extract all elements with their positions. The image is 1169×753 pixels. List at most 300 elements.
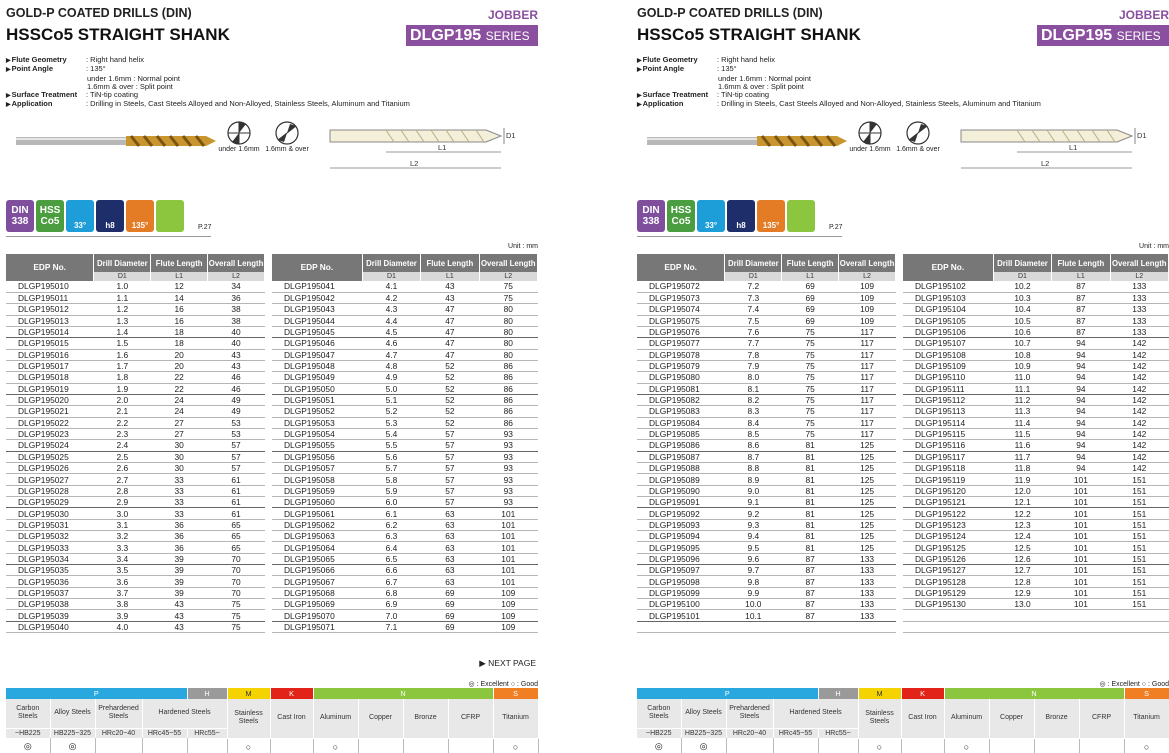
col-header-overall: Overall Length [479, 254, 537, 272]
overall-length-cell: 151 [1110, 553, 1168, 564]
table-row [637, 587, 896, 598]
edp-cell: DLGP195017 [6, 360, 94, 371]
table-row [6, 338, 265, 349]
flute-length-cell: 81 [782, 474, 839, 485]
edp-cell: DLGP195107 [903, 338, 993, 349]
table-row [637, 360, 896, 371]
overall-length-cell: 80 [479, 315, 537, 326]
flute-length-cell: 43 [421, 281, 479, 292]
table-row [6, 599, 265, 610]
flute-length-cell: 22 [151, 372, 208, 383]
flute-length-cell: 22 [151, 383, 208, 394]
split-point-icon [274, 120, 300, 146]
overall-length-cell: 142 [1110, 372, 1168, 383]
overall-length-cell: 34 [208, 281, 265, 292]
overall-length-cell: 125 [839, 519, 896, 530]
diameter-cell: 6.1 [362, 508, 420, 519]
table-row [272, 440, 538, 451]
spec-label: ▶ Flute Geometry [6, 56, 86, 65]
flute-length-cell: 69 [421, 599, 479, 610]
surface-icon [156, 200, 184, 232]
edp-cell: DLGP195019 [6, 383, 94, 394]
flute-length-cell: 94 [1052, 440, 1110, 451]
point-angle-icon: 135° [126, 200, 154, 232]
overall-length-cell: 101 [479, 531, 537, 542]
edp-cell: DLGP195038 [6, 599, 94, 610]
overall-length-cell: 117 [839, 428, 896, 439]
product-table [637, 254, 896, 633]
overall-length-cell: 75 [208, 599, 265, 610]
diameter-cell: 5.8 [362, 474, 420, 485]
edp-cell: DLGP195118 [903, 463, 993, 474]
flute-length-cell: 36 [151, 542, 208, 553]
overall-length-cell: 125 [839, 440, 896, 451]
product-title: HSSCo5 STRAIGHT SHANK [6, 25, 230, 44]
table-row [6, 621, 265, 632]
edp-cell: DLGP195112 [903, 394, 993, 405]
edp-cell: DLGP195020 [6, 394, 94, 405]
col-symbol: L1 [421, 272, 479, 281]
edp-cell: DLGP195084 [637, 417, 725, 428]
flute-length-cell: 36 [151, 519, 208, 530]
edp-cell: DLGP195075 [637, 315, 725, 326]
overall-length-cell: 109 [479, 610, 537, 621]
material-table [637, 688, 1169, 753]
overall-length-cell: 151 [1110, 587, 1168, 598]
material-name: Bronze [1034, 699, 1079, 738]
overall-length-cell: 133 [839, 599, 896, 610]
rating-legend: ◎ : Excellent ○ : Good [468, 681, 538, 688]
diameter-cell: 6.2 [362, 519, 420, 530]
rating-cell [726, 738, 773, 753]
spec-list [637, 56, 1041, 110]
overall-length-cell: 125 [839, 485, 896, 496]
product-title: HSSCo5 STRAIGHT SHANK [637, 25, 861, 44]
flute-length-cell: 75 [782, 394, 839, 405]
material-name: Aluminum [944, 699, 989, 738]
overall-length-cell: 61 [208, 497, 265, 508]
table-row [6, 383, 265, 394]
material-name: Cast Iron [901, 699, 944, 738]
diameter-cell: 6.3 [362, 531, 420, 542]
diameter-cell: 5.3 [362, 417, 420, 428]
drill-dimension-diagram [326, 124, 526, 176]
flute-length-cell: 63 [421, 508, 479, 519]
spec-note: 1.6mm & over : Split point [718, 81, 804, 91]
diameter-cell: 1.3 [94, 315, 151, 326]
edp-cell: DLGP195026 [6, 463, 94, 474]
overall-length-cell: 61 [208, 508, 265, 519]
table-row [637, 474, 896, 485]
spec-note: 1.6mm & over : Split point [87, 81, 173, 91]
table-row [272, 610, 538, 621]
flute-length-cell: 52 [421, 394, 479, 405]
diameter-cell: 11.1 [993, 383, 1051, 394]
table-row [6, 542, 265, 553]
table-row-empty [637, 621, 896, 632]
d1-symbol: D1 [1137, 131, 1147, 140]
diameter-cell: 7.1 [362, 621, 420, 632]
diameter-cell: 4.0 [94, 621, 151, 632]
under-label: under 1.6mm [849, 146, 891, 153]
table-row [637, 451, 896, 462]
diameter-cell: 9.7 [725, 565, 782, 576]
rating-cell [818, 738, 858, 753]
overall-length-cell: 117 [839, 326, 896, 337]
overall-length-cell: 142 [1110, 360, 1168, 371]
table-row [903, 508, 1169, 519]
col-header-drill: Drill Diameter [993, 254, 1051, 272]
overall-length-cell: 93 [479, 463, 537, 474]
diameter-cell: 11.9 [993, 474, 1051, 485]
flute-length-cell: 75 [782, 428, 839, 439]
edp-cell: DLGP195029 [6, 497, 94, 508]
diameter-cell: 10.9 [993, 360, 1051, 371]
overall-length-cell: 40 [208, 338, 265, 349]
rating-cell: ○ [313, 738, 358, 753]
table-row [637, 576, 896, 587]
overall-length-cell: 125 [839, 474, 896, 485]
group-m: M [227, 688, 270, 699]
edp-cell: DLGP195102 [903, 281, 993, 292]
overall-length-cell: 117 [839, 383, 896, 394]
diameter-cell: 12.4 [993, 531, 1051, 542]
diameter-cell: 12.3 [993, 519, 1051, 530]
product-table [272, 254, 538, 633]
edp-cell: DLGP195078 [637, 349, 725, 360]
table-row [6, 610, 265, 621]
diameter-cell: 3.1 [94, 519, 151, 530]
diameter-cell: 10.6 [993, 326, 1051, 337]
diameter-cell: 1.5 [94, 338, 151, 349]
table-row [272, 428, 538, 439]
edp-cell: DLGP195022 [6, 417, 94, 428]
diameter-cell: 8.9 [725, 474, 782, 485]
group-h: H [187, 688, 227, 699]
col-symbol: D1 [362, 272, 420, 281]
overall-length-cell: 53 [208, 417, 265, 428]
col-header-edp: EDP No. [637, 254, 725, 281]
edp-cell: DLGP195077 [637, 338, 725, 349]
edp-cell: DLGP195105 [903, 315, 993, 326]
diameter-cell: 2.6 [94, 463, 151, 474]
flute-length-cell: 87 [1052, 304, 1110, 315]
flute-length-cell: 87 [1052, 326, 1110, 337]
diameter-cell: 6.0 [362, 497, 420, 508]
material-table [6, 688, 539, 753]
flute-length-cell: 94 [1052, 383, 1110, 394]
edp-cell: DLGP195114 [903, 417, 993, 428]
edp-cell: DLGP195030 [6, 508, 94, 519]
diameter-cell: 9.4 [725, 531, 782, 542]
rating-cell: ◎ [637, 738, 681, 753]
diameter-cell: 3.5 [94, 565, 151, 576]
flute-length-cell: 52 [421, 360, 479, 371]
diameter-cell: 11.2 [993, 394, 1051, 405]
table-row [6, 360, 265, 371]
edp-cell: DLGP195073 [637, 292, 725, 303]
spec-note: under 1.6mm : Normal point [718, 73, 811, 83]
diameter-cell: 7.8 [725, 349, 782, 360]
flute-length-cell: 101 [1052, 485, 1110, 496]
helix-icon: 33° [66, 200, 94, 232]
diameter-cell: 7.0 [362, 610, 420, 621]
edp-cell: DLGP195032 [6, 531, 94, 542]
rating-cell: ◎ [50, 738, 95, 753]
table-row [637, 383, 896, 394]
table-row [272, 599, 538, 610]
hss-icon: HSS Co5 [36, 200, 64, 232]
table-row [637, 406, 896, 417]
overall-length-cell: 109 [839, 304, 896, 315]
flute-length-cell: 36 [151, 531, 208, 542]
diameter-cell: 12.8 [993, 576, 1051, 587]
flute-length-cell: 101 [1052, 599, 1110, 610]
edp-cell: DLGP195096 [637, 553, 725, 564]
flute-length-cell: 87 [782, 553, 839, 564]
overall-length-cell: 133 [1110, 292, 1168, 303]
series-badge [1037, 25, 1169, 46]
table-row [272, 383, 538, 394]
diameter-cell: 4.6 [362, 338, 420, 349]
flute-length-cell: 52 [421, 406, 479, 417]
edp-cell: DLGP195059 [272, 485, 362, 496]
diameter-cell: 9.6 [725, 553, 782, 564]
table-row [637, 485, 896, 496]
edp-cell: DLGP195039 [6, 610, 94, 621]
flute-length-cell: 81 [782, 440, 839, 451]
col-header-flute: Flute Length [421, 254, 479, 272]
overall-length-cell: 86 [479, 406, 537, 417]
overall-length-cell: 109 [839, 281, 896, 292]
flute-length-cell: 87 [782, 587, 839, 598]
flute-length-cell: 16 [151, 304, 208, 315]
table-row [903, 372, 1169, 383]
diameter-cell: 3.2 [94, 531, 151, 542]
edp-cell: DLGP195098 [637, 576, 725, 587]
series-code: DLGP195 [1041, 27, 1113, 44]
diameter-cell: 1.7 [94, 360, 151, 371]
spec-value: : Drilling in Steels, Cast Steels Alloyed and Non-Alloyed, Stainless Steels, Aluminum and Titanium [717, 99, 1041, 109]
diameter-cell: 1.2 [94, 304, 151, 315]
overall-length-cell: 133 [839, 610, 896, 621]
rating-cell: ○ [493, 738, 538, 753]
spec-label: ▶ Surface Treatment [637, 91, 717, 100]
overall-length-cell: 142 [1110, 417, 1168, 428]
overall-length-cell: 142 [1110, 394, 1168, 405]
din-icon: DIN 338 [6, 200, 34, 232]
edp-cell: DLGP195044 [272, 315, 362, 326]
overall-length-cell: 133 [1110, 304, 1168, 315]
diameter-cell: 7.6 [725, 326, 782, 337]
diameter-cell: 12.1 [993, 497, 1051, 508]
overall-length-cell: 93 [479, 497, 537, 508]
flute-length-cell: 69 [782, 315, 839, 326]
edp-cell: DLGP195065 [272, 553, 362, 564]
over-label: 1.6mm & over [265, 146, 309, 153]
group-k: K [270, 688, 313, 699]
rating-cell [403, 738, 448, 753]
col-symbol: D1 [94, 272, 151, 281]
overall-length-cell: 70 [208, 553, 265, 564]
group-m: M [858, 688, 901, 699]
table-row [903, 394, 1169, 405]
split-point-icon [905, 120, 931, 146]
edp-cell: DLGP195079 [637, 360, 725, 371]
flute-length-cell: 20 [151, 349, 208, 360]
edp-cell: DLGP195028 [6, 485, 94, 496]
flute-length-cell: 69 [421, 610, 479, 621]
edp-cell: DLGP195092 [637, 508, 725, 519]
col-header-edp: EDP No. [272, 254, 362, 281]
flute-length-cell: 14 [151, 292, 208, 303]
col-symbol: L2 [479, 272, 537, 281]
next-page-link[interactable]: ▶ NEXT PAGE [479, 658, 536, 668]
edp-cell: DLGP195120 [903, 485, 993, 496]
overall-length-cell: 86 [479, 417, 537, 428]
edp-cell: DLGP195089 [637, 474, 725, 485]
diameter-cell: 10.7 [993, 338, 1051, 349]
flute-length-cell: 52 [421, 372, 479, 383]
spec-list [6, 56, 410, 110]
edp-cell: DLGP195067 [272, 576, 362, 587]
edp-cell: DLGP195023 [6, 428, 94, 439]
table-row [272, 497, 538, 508]
overall-length-cell: 151 [1110, 531, 1168, 542]
flute-length-cell: 75 [782, 349, 839, 360]
category-label: JOBBER [487, 8, 538, 22]
table-row [903, 587, 1169, 598]
table-row [272, 542, 538, 553]
diameter-cell: 11.5 [993, 428, 1051, 439]
overall-length-cell: 109 [839, 292, 896, 303]
flute-length-cell: 43 [421, 292, 479, 303]
diameter-cell: 10.4 [993, 304, 1051, 315]
diameter-cell: 2.9 [94, 497, 151, 508]
overall-length-cell: 142 [1110, 451, 1168, 462]
diameter-cell: 5.7 [362, 463, 420, 474]
table-row [6, 428, 265, 439]
overall-length-cell: 93 [479, 474, 537, 485]
table-row-empty [903, 610, 1169, 621]
table-row [272, 463, 538, 474]
diameter-cell: 8.2 [725, 394, 782, 405]
table-row [6, 349, 265, 360]
edp-cell: DLGP195063 [272, 531, 362, 542]
rating-cell: ◎ [681, 738, 726, 753]
l1-symbol: L1 [1069, 143, 1078, 152]
edp-cell: DLGP195110 [903, 372, 993, 383]
d1-symbol: D1 [506, 131, 516, 140]
flute-length-cell: 101 [1052, 474, 1110, 485]
col-symbol: L2 [208, 272, 265, 281]
flute-length-cell: 75 [782, 360, 839, 371]
edp-cell: DLGP195056 [272, 451, 362, 462]
material-name: Carbon Steels [6, 699, 50, 728]
flute-length-cell: 27 [151, 428, 208, 439]
normal-point-figure [847, 120, 893, 153]
diameter-cell: 5.5 [362, 440, 420, 451]
overall-length-cell: 125 [839, 508, 896, 519]
edp-cell: DLGP195068 [272, 587, 362, 598]
material-name: CFRP [1079, 699, 1124, 738]
overall-length-cell: 142 [1110, 428, 1168, 439]
overall-length-cell: 101 [479, 553, 537, 564]
flute-length-cell: 63 [421, 553, 479, 564]
edp-cell: DLGP195094 [637, 531, 725, 542]
edp-cell: DLGP195116 [903, 440, 993, 451]
overall-length-cell: 46 [208, 372, 265, 383]
group-n: N [313, 688, 493, 699]
diameter-cell: 4.2 [362, 292, 420, 303]
overall-length-cell: 142 [1110, 338, 1168, 349]
overall-length-cell: 61 [208, 474, 265, 485]
flute-length-cell: 101 [1052, 531, 1110, 542]
product-table [6, 254, 265, 633]
unit-label: Unit : mm [508, 243, 538, 250]
table-row [903, 576, 1169, 587]
flute-length-cell: 39 [151, 565, 208, 576]
overall-length-cell: 80 [479, 326, 537, 337]
diameter-cell: 3.3 [94, 542, 151, 553]
table-row [903, 599, 1169, 610]
material-name: Bronze [403, 699, 448, 738]
table-row [637, 565, 896, 576]
group-s: S [493, 688, 538, 699]
flute-length-cell: 18 [151, 338, 208, 349]
catalog-page-right [637, 0, 1169, 753]
diameter-cell: 5.0 [362, 383, 420, 394]
table-row [6, 326, 265, 337]
edp-cell: DLGP195070 [272, 610, 362, 621]
product-family-title: GOLD-P COATED DRILLS (DIN) [637, 6, 823, 20]
overall-length-cell: 117 [839, 360, 896, 371]
col-symbol: L1 [782, 272, 839, 281]
hardness-value: HRc55~ [818, 728, 858, 738]
material-name: Titanium [1124, 699, 1169, 738]
helix-icon: 33° [697, 200, 725, 232]
material-name: Hardened Steels [773, 699, 858, 728]
flute-length-cell: 33 [151, 497, 208, 508]
col-header-overall: Overall Length [839, 254, 896, 272]
category-label: JOBBER [1118, 8, 1169, 22]
hardness-value: ~HB225 [637, 728, 681, 738]
spec-value: : Right hand helix [86, 55, 144, 64]
diameter-cell: 9.9 [725, 587, 782, 598]
edp-cell: DLGP195034 [6, 553, 94, 564]
overall-length-cell: 142 [1110, 349, 1168, 360]
diameter-cell: 8.1 [725, 383, 782, 394]
flute-length-cell: 94 [1052, 417, 1110, 428]
drill-photo-icon [647, 126, 847, 156]
diameter-cell: 8.8 [725, 463, 782, 474]
edp-cell: DLGP195100 [637, 599, 725, 610]
col-symbol: L2 [1110, 272, 1168, 281]
table-row [903, 338, 1169, 349]
normal-point-icon [857, 120, 883, 146]
rating-cell: ○ [858, 738, 901, 753]
flute-length-cell: 81 [782, 497, 839, 508]
l2-symbol: L2 [1041, 159, 1050, 168]
hardness-value: HRc20~40 [95, 728, 142, 738]
split-point-figure [264, 120, 310, 153]
col-symbol: D1 [993, 272, 1051, 281]
table-row [6, 531, 265, 542]
overall-length-cell: 125 [839, 463, 896, 474]
table-row-empty [903, 621, 1169, 632]
unit-label: Unit : mm [1139, 243, 1169, 250]
flute-length-cell: 81 [782, 485, 839, 496]
